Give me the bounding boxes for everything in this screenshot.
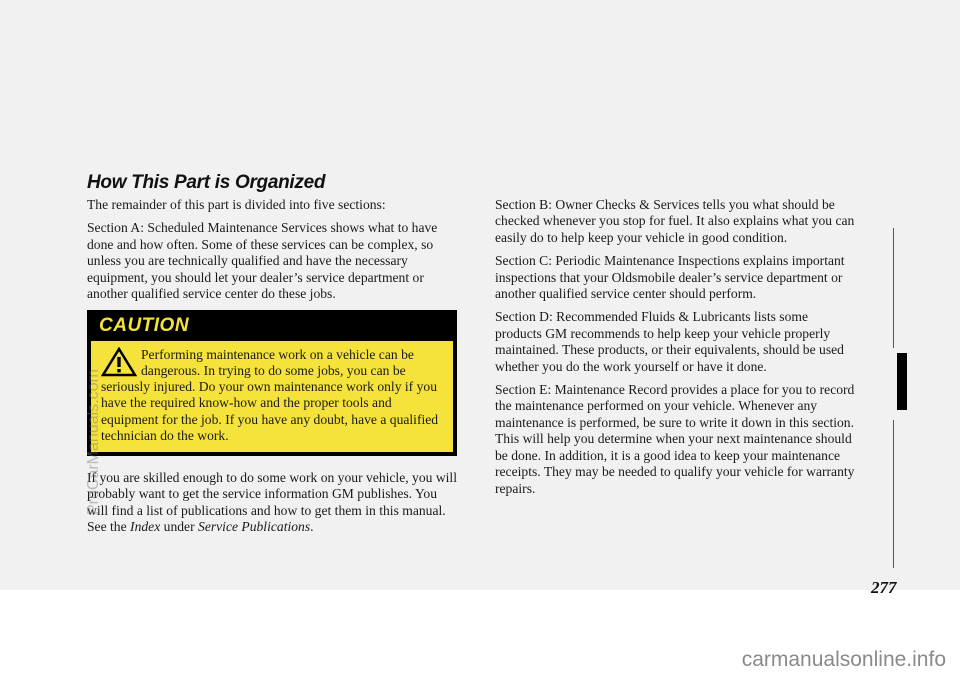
skilled-paragraph: [87, 470, 457, 536]
page-number: 277: [871, 578, 897, 597]
caution-text: Performing maintenance work on a vehicle can be dangerous. In trying to do some jobs, you can be seriously injured. Do your own maintenance work only if you have the required know-how and the proper tools and equipment for the job. If you have any doubt, have a qualified technician do the work.: [101, 346, 439, 443]
thumb-tab-marker: [897, 353, 907, 410]
margin-rule-lower: [893, 420, 894, 568]
closing-period: .: [310, 519, 314, 535]
vertical-watermark: ProCarManuals.com: [85, 369, 102, 515]
section-a-paragraph: Section A: Scheduled Maintenance Services shows what to have done and how often. Some of these services can be complex, so unless you are technically qualified and have the necessary equipment, you should let your dealer’s service department or another qualified service center do these jobs.: [87, 220, 438, 302]
left-column: [87, 197, 457, 543]
caution-title: CAUTION: [91, 314, 453, 340]
section-d-paragraph: Section D: Recommended Fluids & Lubricants lists some products GM recommends to help keep your vehicle properly maintained. These products, or their equivalents, should be used whether you do the work yourself or have it done.: [495, 309, 844, 374]
section-c-paragraph: Section C: Periodic Maintenance Inspections explains important inspections that your Oldsmobile dealer’s service department or another qualified service center should perform.: [495, 253, 845, 302]
section-e-paragraph: Section E: Maintenance Record provides a place for you to record the maintenance performed on your vehicle. Whenever any maintenance is performed, be sure to write it down in this section. This will help you determine when your next maintenance should be done. In addition, it is a good idea to keep your maintenance receipts. They may be needed to qualify your vehicle for warranty repairs.: [495, 382, 855, 496]
index-reference: Index: [130, 519, 161, 535]
margin-rule-upper: [893, 228, 894, 348]
under-word: under: [163, 519, 195, 535]
skilled-text: If you are skilled enough to do some work on your vehicle, you will probably want to get the service information GM publishes. You will find a list of publications and how to get them in this manual. See the: [87, 470, 457, 535]
section-b-paragraph: Section B: Owner Checks & Services tells you what should be checked whenever you stop for fuel. It also explains what you can easily do to help keep your vehicle in good condition.: [495, 197, 855, 245]
right-column: [495, 197, 855, 504]
footer-watermark[interactable]: carmanualsonline.info: [741, 648, 946, 671]
intro-paragraph: The remainder of this part is divided into five sections:: [87, 197, 386, 212]
section-heading: How This Part is Organized: [87, 172, 326, 193]
service-publications-reference: Service Publications: [198, 519, 311, 535]
caution-box: [87, 310, 457, 456]
caution-body: [91, 341, 453, 452]
warning-triangle-icon: [101, 347, 137, 377]
